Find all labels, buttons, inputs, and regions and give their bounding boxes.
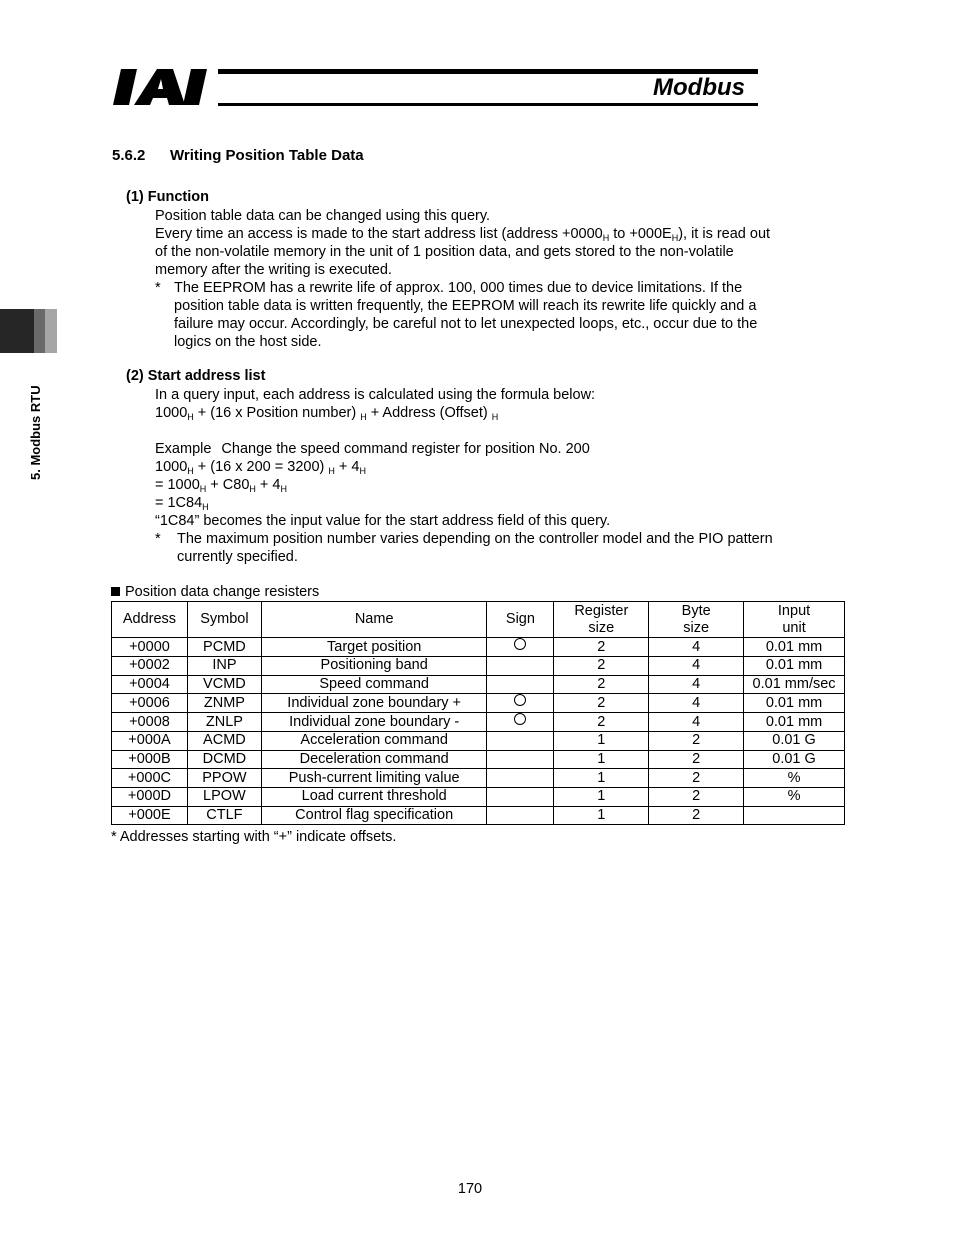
table-row (112, 787, 845, 806)
table-row (112, 675, 845, 694)
cell-byte-size: 2 (649, 732, 744, 751)
cell-name: Load current threshold (261, 787, 487, 806)
cell-symbol: ACMD (187, 732, 261, 751)
cell-symbol: VCMD (187, 675, 261, 694)
cell-address: +000B (112, 750, 188, 769)
cell-register-size: 1 (554, 750, 649, 769)
note-line: logics on the host side. (174, 334, 322, 350)
cell-symbol: ZNLP (187, 713, 261, 732)
page-number: 170 (457, 1181, 483, 1197)
cell-sign (487, 713, 554, 732)
cell-name: Push-current limiting value (261, 769, 487, 788)
table-row (112, 769, 845, 788)
calc-line: = $1000_H + C80_H + 4_H$ (155, 477, 287, 494)
section-number: 5.6.2 (112, 147, 146, 164)
calc-line: $1000_H + (16$ x 200 = 3200) $_H + 4_H$ (155, 459, 366, 476)
section-heading (112, 147, 364, 164)
header-name: Name (261, 602, 487, 638)
function-line: memory after the writing is executed. (155, 262, 392, 278)
cell-byte-size: 4 (649, 694, 744, 713)
cell-byte-size: 2 (649, 750, 744, 769)
table-row (112, 638, 845, 657)
cell-symbol: PPOW (187, 769, 261, 788)
cell-register-size: 2 (554, 713, 649, 732)
table-footnote: * Addresses starting with “+” indicate offsets. (111, 829, 397, 845)
cell-address: +0008 (112, 713, 188, 732)
cell-sign (487, 769, 554, 788)
start-address-heading: (2) Start address list (126, 368, 266, 384)
table-caption (111, 583, 319, 601)
cell-address: +000E (112, 806, 188, 825)
note-line: The EEPROM has a rewrite life of approx. 100, 000 times due to device limitations. If the (174, 280, 743, 296)
chapter-tab-mid (34, 309, 45, 353)
cell-sign (487, 694, 554, 713)
cell-name: Individual zone boundary - (261, 713, 487, 732)
cell-byte-size: 4 (649, 713, 744, 732)
cell-register-size: 2 (554, 638, 649, 657)
cell-byte-size: 2 (649, 787, 744, 806)
cell-name: Speed command (261, 675, 487, 694)
cell-name: Deceleration command (261, 750, 487, 769)
cell-byte-size: 2 (649, 806, 744, 825)
cell-unit: 0.01 G (744, 732, 845, 751)
note-line: The maximum position number varies depending on the controller model and the PIO pattern (177, 531, 773, 547)
cell-byte-size: 4 (649, 675, 744, 694)
square-bullet-icon (111, 587, 120, 596)
signed-circle-icon (514, 694, 526, 706)
cell-sign (487, 657, 554, 676)
cell-sign (487, 806, 554, 825)
table-row (112, 694, 845, 713)
cell-name: Individual zone boundary + (261, 694, 487, 713)
cell-unit: 0.01 mm (744, 638, 845, 657)
signed-circle-icon (514, 638, 526, 650)
calc-line: = $1C84_H$ (155, 495, 209, 512)
cell-address: +0000 (112, 638, 188, 657)
cell-unit: 0.01 mm/sec (744, 675, 845, 694)
cell-symbol: INP (187, 657, 261, 676)
chapter-tab-light (45, 309, 57, 353)
cell-register-size: 2 (554, 657, 649, 676)
example-label: Example (155, 441, 212, 457)
cell-byte-size: 2 (649, 769, 744, 788)
function-line: of the non-volatile memory in the unit of 1 position data, and gets stored to the non-volatile (155, 244, 734, 260)
header-rule-bottom (218, 103, 758, 106)
example-line (155, 440, 610, 458)
cell-register-size: 1 (554, 732, 649, 751)
function-line: Position table data can be changed using this query. (155, 208, 491, 224)
header-register-size: Register size (554, 602, 649, 638)
max-position-note (155, 530, 835, 566)
cell-address: +000A (112, 732, 188, 751)
cell-unit: 0.01 mm (744, 713, 845, 732)
cell-register-size: 1 (554, 806, 649, 825)
cell-name: Positioning band (261, 657, 487, 676)
cell-name: Acceleration command (261, 732, 487, 751)
cell-unit: 0.01 mm (744, 694, 845, 713)
table-header-row (112, 602, 845, 638)
cell-unit (744, 806, 845, 825)
cell-unit: % (744, 769, 845, 788)
signed-circle-icon (514, 713, 526, 725)
cell-register-size: 1 (554, 769, 649, 788)
note-asterisk: * (155, 280, 161, 296)
function-heading: (1) Function (126, 189, 209, 205)
cell-unit: 0.01 mm (744, 657, 845, 676)
formula-line: $1000_H + (16$ x Position number) $_H$ + Address (Offset) $_H$ (155, 405, 499, 422)
header-address: Address (112, 602, 188, 638)
cell-register-size: 1 (554, 787, 649, 806)
intro-line: In a query input, each address is calculated using the formula below: (155, 387, 596, 403)
table-caption-text: Position data change resisters (125, 584, 320, 600)
cell-symbol: LPOW (187, 787, 261, 806)
result-line: “1C84” becomes the input value for the start address field of this query. (155, 513, 611, 529)
cell-byte-size: 4 (649, 657, 744, 676)
chapter-tab-dark (0, 309, 34, 353)
note-line: currently specified. (177, 549, 298, 565)
iai-logo (112, 68, 212, 106)
cell-byte-size: 4 (649, 638, 744, 657)
note-line: position table data is written frequently, the EEPROM will reach its rewrite life quickly and a (174, 298, 757, 314)
cell-address: +000D (112, 787, 188, 806)
table-row (112, 732, 845, 751)
start-address-body (155, 386, 610, 530)
header-sign: Sign (487, 602, 554, 638)
cell-sign (487, 750, 554, 769)
cell-register-size: 2 (554, 694, 649, 713)
note-line: failure may occur. Accordingly, be careful not to let unexpected loops, etc., occur due to the (174, 316, 758, 332)
function-line: Every time an access is made to the start address list (address $+0000_H$ to $+000E_H$), it is read out (155, 226, 771, 243)
cell-sign (487, 638, 554, 657)
eeprom-note (155, 279, 825, 351)
cell-name: Target position (261, 638, 487, 657)
table-row (112, 713, 845, 732)
cell-address: +0006 (112, 694, 188, 713)
cell-unit: % (744, 787, 845, 806)
function-paragraph (155, 207, 770, 279)
example-text: Change the speed command register for position No. 200 (221, 441, 590, 457)
header-symbol: Symbol (187, 602, 261, 638)
section-title: Writing Position Table Data (170, 147, 364, 164)
cell-sign (487, 675, 554, 694)
chapter-label: 5. Modbus RTU (28, 385, 43, 480)
cell-register-size: 2 (554, 675, 649, 694)
cell-symbol: DCMD (187, 750, 261, 769)
cell-unit: 0.01 G (744, 750, 845, 769)
cell-symbol: ZNMP (187, 694, 261, 713)
header-byte-size: Byte size (649, 602, 744, 638)
note-asterisk: * (155, 531, 161, 547)
cell-address: +0002 (112, 657, 188, 676)
table-row (112, 750, 845, 769)
table-row (112, 657, 845, 676)
cell-address: +000C (112, 769, 188, 788)
cell-sign (487, 732, 554, 751)
cell-symbol: PCMD (187, 638, 261, 657)
cell-name: Control flag specification (261, 806, 487, 825)
header-title: Modbus (653, 74, 745, 101)
header-input-unit: Input unit (744, 602, 845, 638)
table-row (112, 806, 845, 825)
cell-sign (487, 787, 554, 806)
register-table (111, 601, 845, 825)
cell-symbol: CTLF (187, 806, 261, 825)
cell-address: +0004 (112, 675, 188, 694)
